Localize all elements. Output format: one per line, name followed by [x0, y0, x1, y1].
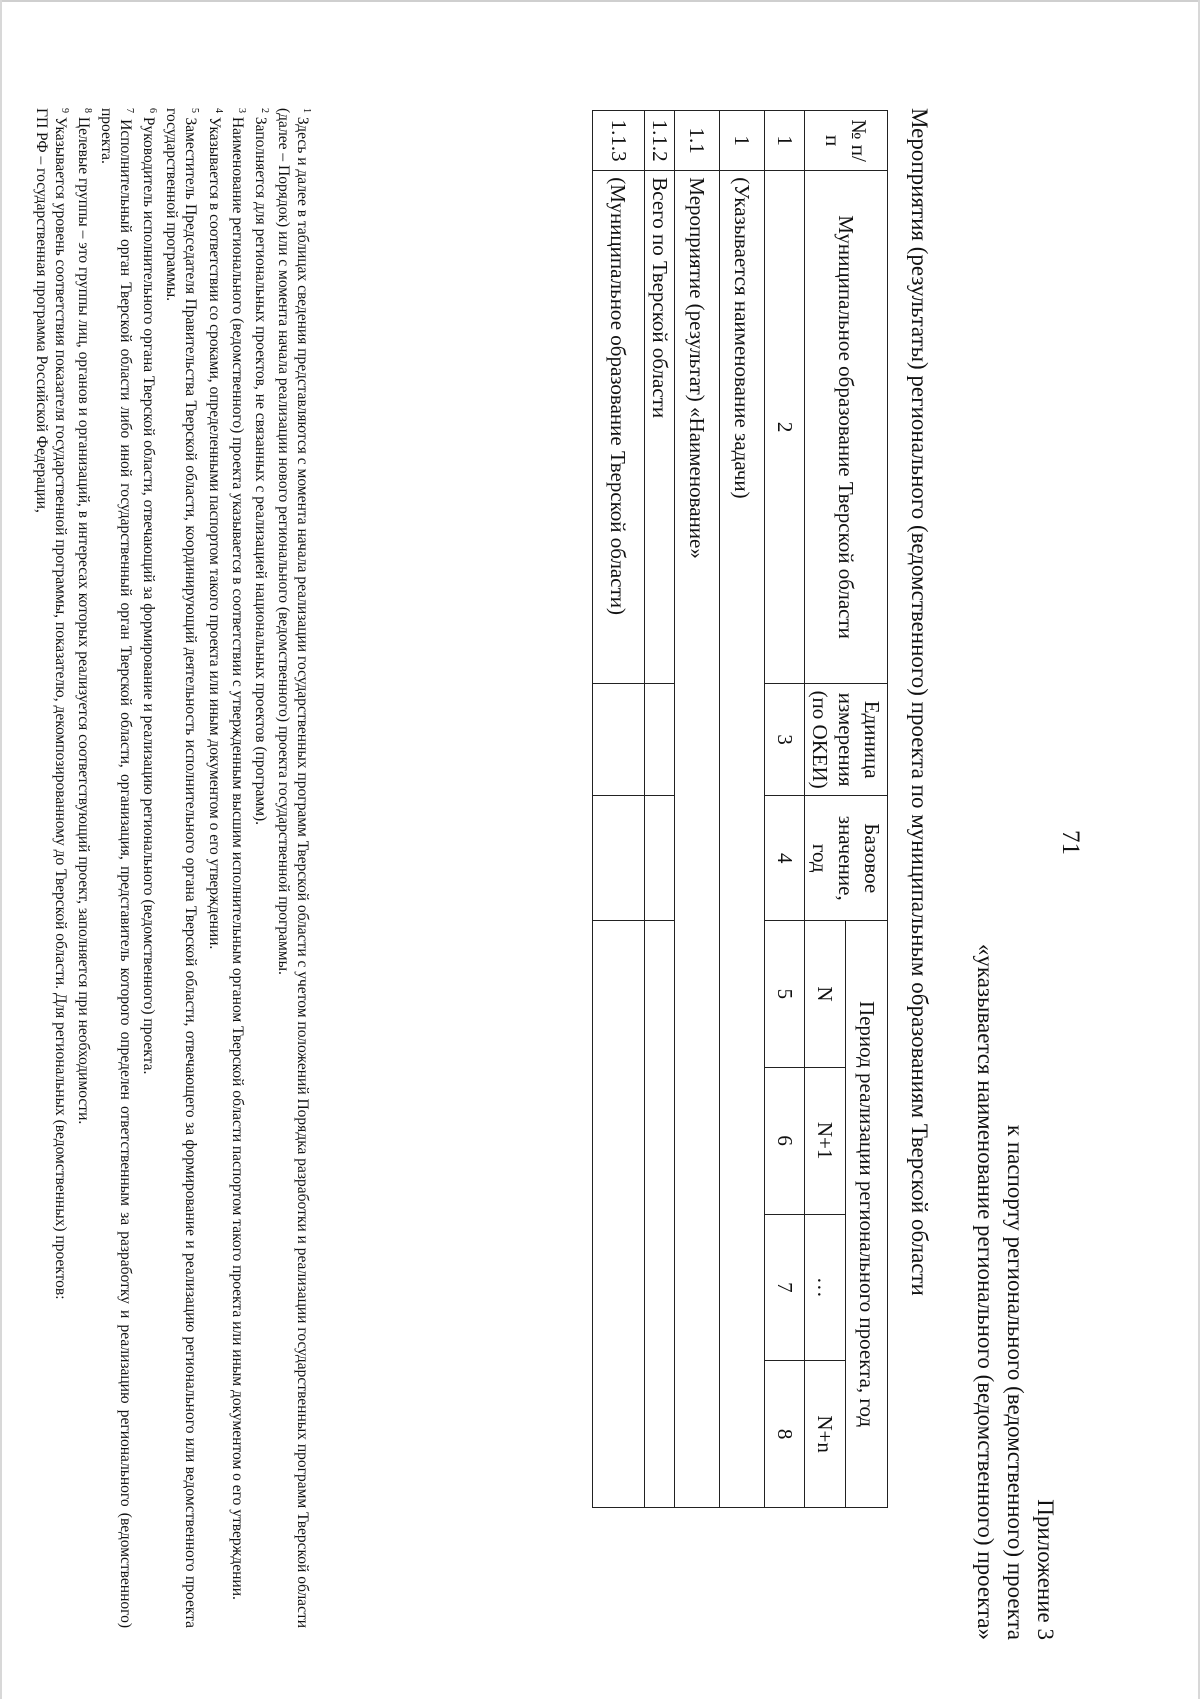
header-period-n1: N+1 — [805, 1067, 847, 1214]
row-num: 1.1.3 — [593, 111, 645, 171]
footnote-text: Заполняется для региональных проектов, не связанных с реализацией национальных проектов (программ). — [251, 116, 269, 826]
header-period-ellipsis: … — [805, 1214, 847, 1361]
page-number: 71 — [1057, 830, 1084, 855]
row-text: (Указывается наименование задачи) — [720, 171, 765, 1508]
row-num: 1.1.2 — [645, 111, 675, 171]
header-municipality: Муниципальное образование Тверской области — [805, 171, 888, 684]
cell-empty — [593, 921, 645, 1508]
cell-empty — [593, 683, 645, 796]
footnote — [204, 108, 227, 1628]
col-number: 7 — [765, 1214, 805, 1361]
footnote-mark: 7 — [124, 108, 136, 113]
header-period-nn: N+n — [805, 1361, 847, 1508]
cell-empty — [645, 921, 675, 1508]
footnotes — [32, 108, 316, 1628]
footnote — [162, 108, 204, 1628]
footnote — [228, 108, 251, 1628]
table-row — [645, 111, 675, 1508]
footnote-text: Здесь и далее в таблицах сведения представляются с момента начала реализации государственных программ Тверской области с учетом положений Порядка разработки и реализации государственных программ Тверской области (далее – Порядок) или с момента начала реализации нового регионального (ведомственного) проекта государственной программы. — [274, 108, 311, 1629]
header-unit: Единица измерения (по ОКЕИ) — [805, 683, 888, 796]
footnote — [74, 108, 97, 1628]
appendix-header — [970, 944, 1060, 1640]
cell-empty — [645, 683, 675, 796]
footnote-text: Заместитель Председателя Правительства Тверской области, координирующий деятельность исполнительного органа Тверской области, отвечающего за формирование и реализацию регионального или ведомственного проекта государственной программы. — [163, 108, 200, 1628]
header-period: Период реализации регионального проекта, год — [846, 921, 888, 1508]
appendix-line-2: к паспорту регионального (ведомственного) проекта — [1003, 1124, 1028, 1640]
header-num: № п/п — [805, 111, 888, 171]
column-numbers-row — [765, 111, 805, 1508]
col-number: 8 — [765, 1361, 805, 1508]
col-number: 6 — [765, 1067, 805, 1214]
header-period-n: N — [805, 921, 847, 1068]
row-text: Мероприятие (результат) «Наименование» — [675, 171, 720, 1508]
footnote-mark: 9 — [58, 108, 70, 113]
footnote — [32, 108, 51, 1628]
table-row — [675, 111, 720, 1508]
col-number: 5 — [765, 921, 805, 1068]
footnote-mark: 5 — [189, 108, 201, 113]
footnote-text: Руководитель исполнительного органа Тверской области, отвечающий за формирование и реализацию регионального (ведомственного) проекта. — [140, 116, 158, 1075]
footnote — [97, 108, 139, 1628]
footnote-mark: 8 — [81, 108, 93, 113]
footnote-mark: 1 — [301, 108, 312, 113]
footnote-mark: 3 — [235, 108, 247, 113]
table-row — [593, 111, 645, 1508]
header-base: Базовое значение, год — [805, 796, 888, 921]
cell-empty — [645, 796, 675, 921]
footnote-mark: 2 — [258, 108, 270, 113]
row-text: (Муниципальное образование Тверской области) — [593, 171, 645, 684]
footnote-text: Исполнительный орган Тверской области либо иной государственный орган Тверской области, организация, представитель которого определен ответственным за разработку и реализацию регионального (ведомственного) проекта. — [97, 108, 134, 1628]
table-row — [720, 111, 765, 1508]
header-row-1 — [846, 111, 888, 1508]
footnote — [274, 108, 316, 1628]
scan-edge-left — [0, 0, 2, 1699]
footnote-text: Наименование регионального (ведомственного) проекта указывается в соответствии с утвержденным высшим исполнительным органом Тверской области паспортом такого проекта или иным документом о его утверждении. — [228, 116, 246, 1600]
document-page — [32, 30, 1138, 1670]
cell-empty — [593, 796, 645, 921]
scan-edge-top — [0, 0, 1200, 2]
footnote-text: Указывается уровень соответствия показателя государственной программы, показателю, декомпозированному до Тверской области. Для региональных (ведомственных) проектов: — [51, 116, 69, 1300]
row-num: 1 — [720, 111, 765, 171]
col-number: 4 — [765, 796, 805, 921]
document-title: Мероприятия (результаты) регионального (ведомственного) проекта по муниципальным образованиям Тверской области — [907, 108, 932, 1296]
col-number: 2 — [765, 171, 805, 684]
footnote — [51, 108, 74, 1628]
footnote-text: Указывается в соответствии со сроками, определенными паспортом такого проекта или иным документом о его утверждении. — [205, 116, 223, 950]
results-table — [592, 110, 888, 1508]
footnote-mark: 4 — [212, 108, 224, 113]
footnote-text: ГП РФ – государственная программа Российской Федерации, — [32, 108, 50, 513]
footnote — [251, 108, 274, 1628]
appendix-line-1: Приложение 3 — [1033, 1499, 1058, 1640]
row-num: 1.1 — [675, 111, 720, 171]
appendix-line-3: «указывается наименование регионального (ведомственного) проекта» — [973, 943, 998, 1640]
row-text: Всего по Тверской области — [645, 171, 675, 684]
footnote-mark: 6 — [147, 108, 159, 113]
footnote — [139, 108, 162, 1628]
col-number: 3 — [765, 683, 805, 796]
col-number: 1 — [765, 111, 805, 171]
footnote-text: Целевые группы – это группы лиц, органов и организаций, в интересах которых реализуется соответствующий проект, заполняется при необходимости. — [74, 116, 92, 1125]
